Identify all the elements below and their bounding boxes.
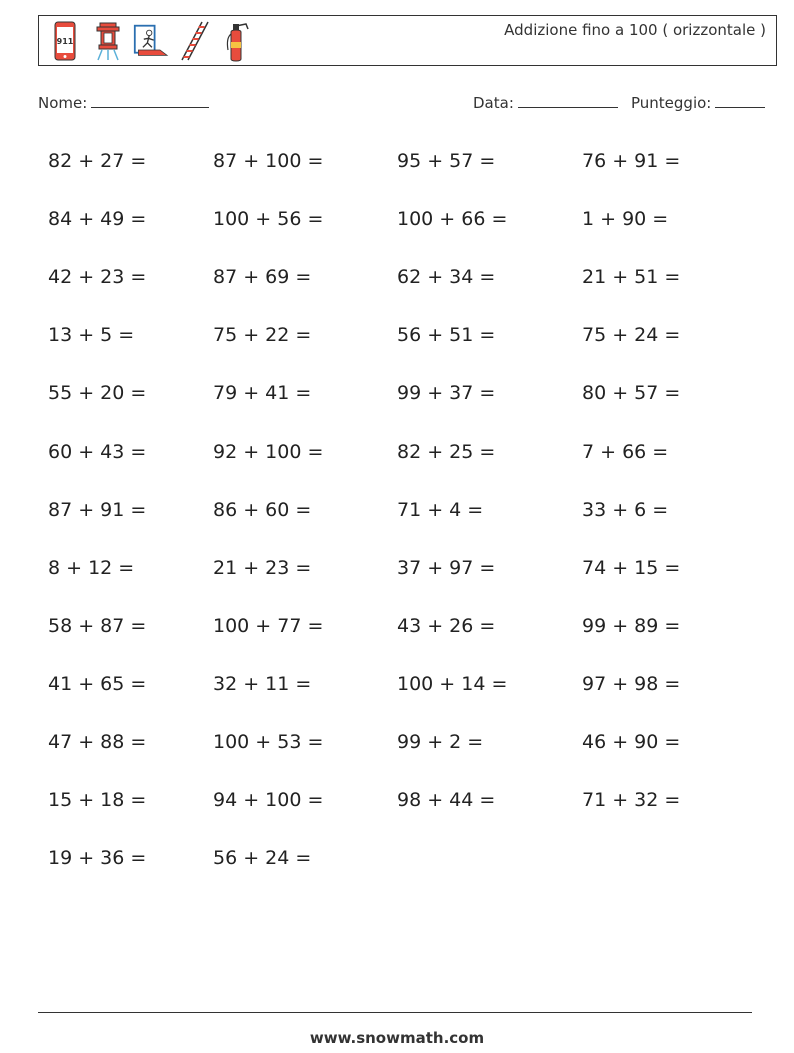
problem-1-1: 82 + 27 = xyxy=(48,150,147,172)
problem-5-2: 79 + 41 = xyxy=(213,382,312,405)
problem-5-1: 55 + 20 = xyxy=(48,382,147,405)
problem-7-4: 33 + 6 = xyxy=(582,498,669,521)
problem-5-3: 99 + 37 = xyxy=(397,382,496,405)
name-field xyxy=(38,93,209,112)
problem-4-2: 75 + 22 = xyxy=(213,324,312,347)
problem-7-3: 71 + 4 = xyxy=(397,498,484,521)
problem-3-3: 62 + 34 = xyxy=(397,266,496,289)
problem-10-3: 100 + 14 = xyxy=(397,672,508,695)
date-field xyxy=(473,93,618,112)
problem-11-3: 99 + 2 = xyxy=(397,731,484,753)
problem-13-2: 56 + 24 = xyxy=(213,847,312,870)
problem-1-3: 95 + 57 = xyxy=(397,150,496,172)
problem-12-4: 71 + 32 = xyxy=(582,789,681,812)
problem-6-3: 82 + 25 = xyxy=(397,440,496,463)
problem-8-4: 74 + 15 = xyxy=(582,556,681,579)
name-label: Nome: xyxy=(38,94,88,112)
problem-7-2: 86 + 60 = xyxy=(213,498,312,521)
name-blank xyxy=(91,93,209,108)
problem-2-1: 84 + 49 = xyxy=(48,208,147,231)
problem-12-3: 98 + 44 = xyxy=(397,789,496,812)
date-label: Data: xyxy=(473,94,514,112)
problem-6-2: 92 + 100 = xyxy=(213,440,324,463)
phone-911-icon xyxy=(47,19,83,63)
fire-extinguisher-icon xyxy=(219,19,255,63)
header-box xyxy=(38,15,777,66)
problem-3-2: 87 + 69 = xyxy=(213,266,312,289)
problem-2-4: 1 + 90 = xyxy=(582,208,669,231)
problem-8-3: 37 + 97 = xyxy=(397,556,496,579)
problem-9-4: 99 + 89 = xyxy=(582,614,681,637)
score-field xyxy=(631,93,765,112)
problem-1-2: 87 + 100 = xyxy=(213,150,324,172)
problem-8-1: 8 + 12 = xyxy=(48,556,135,579)
worksheet-title: Addizione fino a 100 ( orizzontale ) xyxy=(504,21,766,39)
problem-5-4: 80 + 57 = xyxy=(582,382,681,405)
header-icons xyxy=(47,19,262,63)
problem-3-4: 21 + 51 = xyxy=(582,266,681,289)
phone-label: 911 xyxy=(56,37,74,46)
problem-12-1: 15 + 18 = xyxy=(48,789,147,812)
problem-11-4: 46 + 90 = xyxy=(582,731,681,753)
ladder-icon xyxy=(176,19,212,63)
problem-9-3: 43 + 26 = xyxy=(397,614,496,637)
problem-10-4: 97 + 98 = xyxy=(582,672,681,695)
problem-6-4: 7 + 66 = xyxy=(582,440,669,463)
problem-10-2: 32 + 11 = xyxy=(213,672,312,695)
date-blank xyxy=(518,93,618,108)
problem-8-2: 21 + 23 = xyxy=(213,556,312,579)
problem-3-1: 42 + 23 = xyxy=(48,266,147,289)
footer-website: www.snowmath.com xyxy=(309,1029,485,1047)
problem-4-3: 56 + 51 = xyxy=(397,324,496,347)
problem-6-1: 60 + 43 = xyxy=(48,440,147,463)
problem-9-2: 100 + 77 = xyxy=(213,614,324,637)
problem-11-2: 100 + 53 = xyxy=(213,731,324,753)
problem-10-1: 41 + 65 = xyxy=(48,672,147,695)
problem-4-1: 13 + 5 = xyxy=(48,324,135,347)
problem-4-4: 75 + 24 = xyxy=(582,324,681,347)
problem-13-1: 19 + 36 = xyxy=(48,847,147,870)
score-blank xyxy=(715,93,765,108)
problem-2-3: 100 + 66 = xyxy=(397,208,508,231)
fire-hydrant-icon xyxy=(90,19,126,63)
problem-9-1: 58 + 87 = xyxy=(48,614,147,637)
footer-divider xyxy=(38,1012,752,1013)
problem-7-1: 87 + 91 = xyxy=(48,498,147,521)
problem-2-2: 100 + 56 = xyxy=(213,208,324,231)
emergency-exit-icon xyxy=(133,19,169,63)
score-label: Punteggio: xyxy=(631,94,712,112)
problem-11-1: 47 + 88 = xyxy=(48,731,147,753)
problem-1-4: 76 + 91 = xyxy=(582,150,681,172)
problem-12-2: 94 + 100 = xyxy=(213,789,324,812)
